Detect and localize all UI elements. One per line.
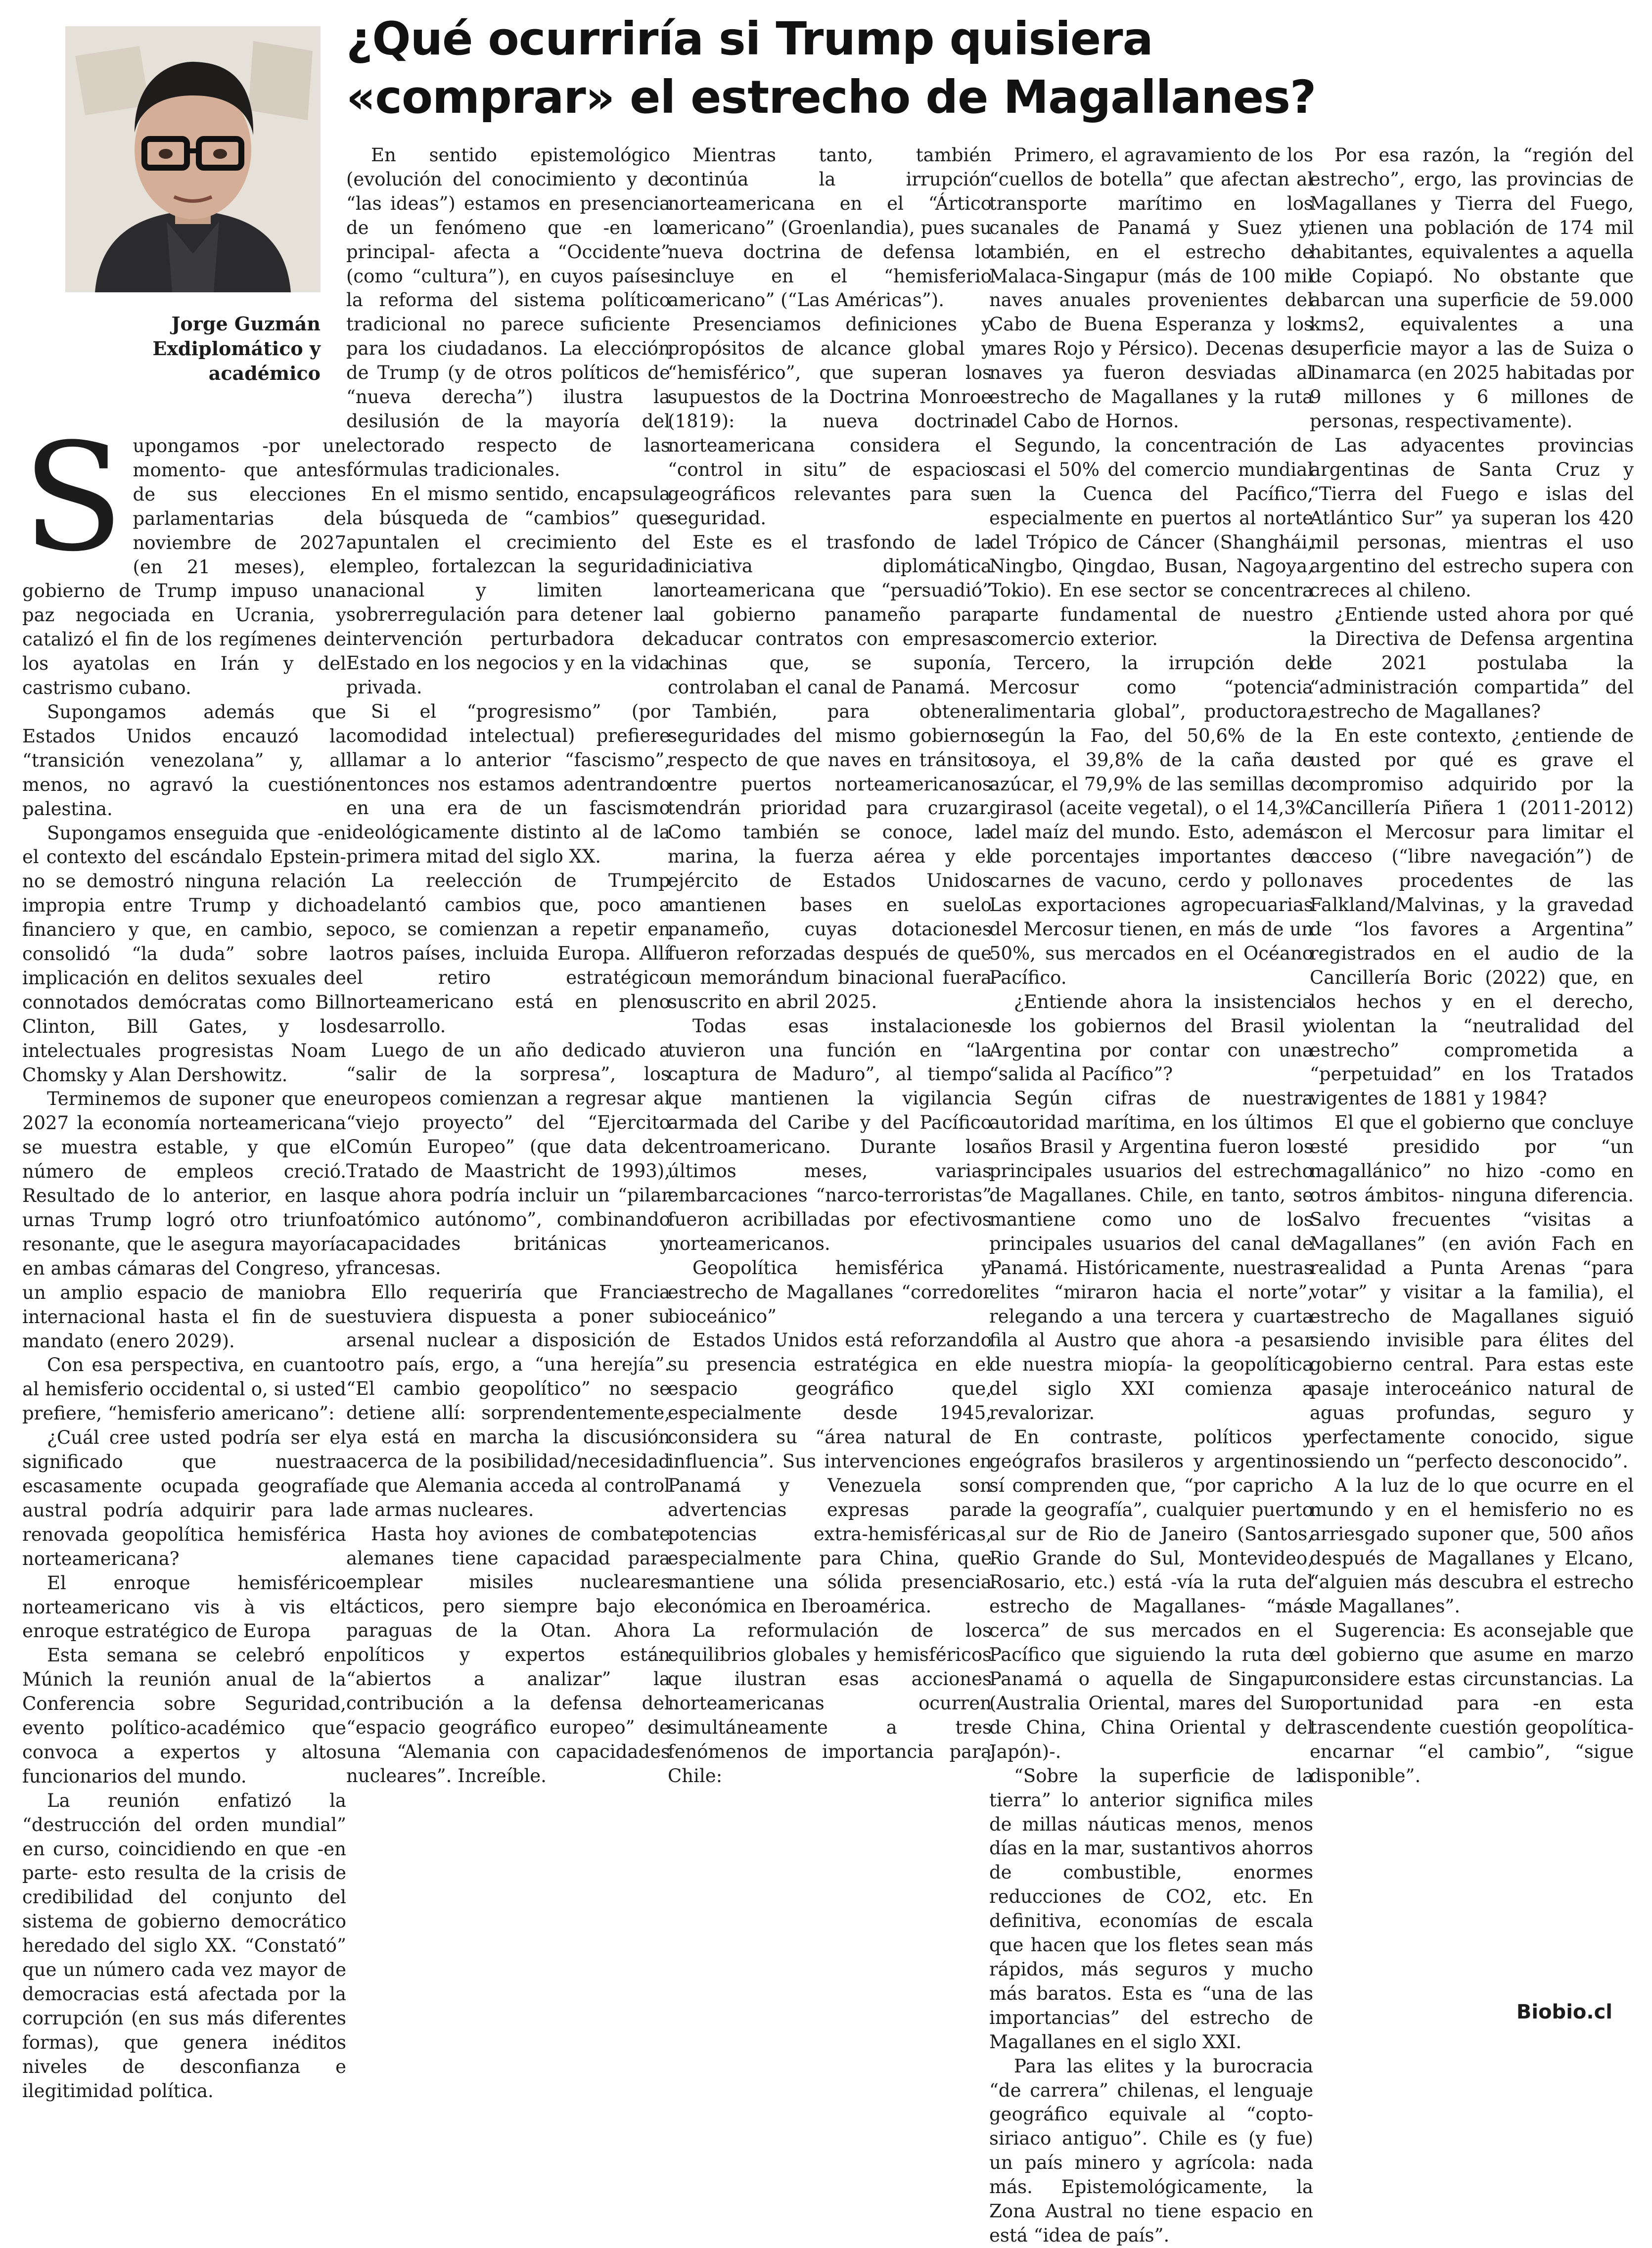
author-byline [65, 312, 321, 386]
paragraph-6: ¿Cuál cree usted podría ser el significado que nuestra escasamente ocupada geografía austral podría adquirir para la renovada geopolítica hemisférica norteamericana? [22, 1427, 346, 1569]
paragraph-33: ¿Entiende usted ahora por qué la Directiva de Defensa argentina de 2021 postulaba la “administración compartida” del estrecho de Magallanes? [1310, 604, 1634, 722]
column-3 [668, 143, 992, 1789]
paragraph-36: A la luz de lo que ocurre en el mundo y en el hemisferio no es arriesgado suponer que, 500 años después de Magallanes y Elcano, “alguien más descubra el estrecho de Magallanes”. [1310, 1474, 1634, 1617]
paragraph-9: En sentido epistemológico (evolución del conocimiento y de “las ideas”) estamos en presencia de un fenómeno que -en lo principal- afecta a “Occidente” (como “cultura”), en cuyos países la reforma del sistema político tradicional no parece suficiente para los ciudadanos. La elección de Trump (y de otros políticos de “nueva derecha”) ilustra la desilusión de la mayoría del electorado respecto de las fórmulas tradicionales. [346, 144, 670, 480]
paragraph-3: Supongamos enseguida que -en el contexto del escándalo Epstein- no se demostró ninguna relación impropia entre Trump y dicho financiero y que, en cambio, se consolidó “la duda” sobre la implicación en delitos sexuales de connotados demócratas como Bill Clinton, Bill Gates, y los intelectuales progresistas Noam Chomsky y Alan Dershowitz. [22, 822, 346, 1086]
paragraph-20: Todas esas instalaciones tuvieron una función en “la captura de Maduro”, al tiempo que mantienen la vigilancia armada del Caribe y del Pacífico centroamericano. Durante los últimos meses, varias embarcaciones “narco-terroristas” fueron acribilladas por efectivos norteamericanos. [668, 1015, 992, 1254]
paragraph-26: ¿Entiende ahora la insistencia de los gobiernos del Brasil y Argentina por contar con una “salida al Pacífico”? [989, 991, 1313, 1085]
paragraph-35: El que el gobierno que concluye esté presidido por “un magallánico” no hizo -como en otros ámbitos- ninguna diferencia. Salvo frecuentes “visitas a Magallanes” (en avión Fach en realidad a Punta Arenas “para votar” y visitar a la familia), el estrecho de Magallanes siguió siendo invisible para élites del gobierno central. Para estas este pasaje interoceánico natural de aguas profundas, seguro y perfectamente conocido, sigue siendo un “perfecto desconocido”. [1310, 1112, 1634, 1472]
author-role: Exdiplomático y académico [152, 337, 321, 384]
paragraph-7: Esta semana se celebró en Múnich la reunión anual de la Conferencia sobre Seguridad, evento político-académico que convoca a expertos y altos funcionarios del mundo. [22, 1645, 346, 1787]
paragraph-13: Luego de un año dedicado a “salir de la sorpresa”, los europeos comienzan a regresar al “viejo proyecto” del “Ejercito Común Europeo” (que data del Tratado de Maastricht de 1993), que ahora podría incluir un “pilar atómico autónomo”, combinando capacidades británicas y francesas. [346, 1039, 670, 1279]
column-4 [989, 143, 1313, 2248]
paragraph-16: Mientras tanto, también continúa la irrupción norteamericana en el “Ártico americano” (Groenlandia), pues su nueva doctrina de defensa lo incluye en el “hemisferio americano” (“Las Américas”). [668, 144, 992, 311]
author-photo [65, 26, 321, 292]
paragraph-28: En contraste, políticos y geógrafos brasileros y argentinos sí comprenden que, “por capricho de la geografía”, cualquier puerto al sur de Rio de Janeiro (Santos, Rio Grande do Sul, Montevideo, Rosario, etc.) está -vía la ruta del estrecho de Magallanes- “más cerca” de sus mercados en el Pacífico que siguiendo la ruta de Panamá o aquella de Singapur (Australia Oriental, mares del Sur de China, China Oriental y del Japón)-. [989, 1426, 1313, 1762]
article-headline [346, 10, 1583, 127]
column-1 [22, 412, 346, 2104]
paragraph-24: Segundo, la concentración de casi el 50% del comercio mundial en la Cuenca del Pacífico, especialmente en puertos al norte del Trópico de Cáncer (Shanghái, Ningbo, Qingdao, Busan, Nagoya, Tokio). En ese sector se concentra parte fundamental de nuestro comercio exterior. [989, 434, 1313, 650]
drop-cap: S [22, 412, 124, 584]
paragraph-21: Estados Unidos está reforzando su presencia estratégica en el espacio geográfico que, especialmente desde 1945, considera su “área natural de influencia”. Sus intervenciones en Panamá y Venezuela son advertencias expresas para potencias extra-hemisféricas, especialmente para China, que mantiene una sólida presencia económica en Iberoamérica. [668, 1330, 992, 1617]
paragraph-23: Primero, el agravamiento de los “cuellos de botella” que afectan al transporte marítimo en los canales de Panamá y Suez y, también, en el estrecho de Malaca-Singapur (más de 100 mil naves anuales provenientes del Cabo de Buena Esperanza y los mares Rojo y Pérsico). Decenas de naves ya fueron desviadas al estrecho de Magallanes y la ruta del Cabo de Hornos. [989, 144, 1313, 432]
headline-line-1: ¿Qué ocurriría si Trump quisiera [346, 12, 1153, 65]
paragraph-27: Según cifras de nuestra autoridad marítima, en los últimos años Brasil y Argentina fueron los principales usuarios del estrecho de Magallanes. Chile, en tanto, se mantiene como uno de los principales usuarios del canal de Panamá. Históricamente, nuestras elites “miraron hacia el norte”, relegando a una tercera y cuarta fila al Austro que ahora -a pesar de nuestra miopía- la geopolítica del siglo XXI comienza a revalorizar. [989, 1088, 1313, 1424]
column-5 [1310, 143, 1634, 1789]
paragraph-37: Sugerencia: Es aconsejable que el gobierno que asume en marzo considere estas circunstancias. La oportunidad para -en esta trascendente cuestión geopolítica- encarnar “el cambio”, “sigue disponible”. [1310, 1620, 1634, 1787]
paragraph-8: La reunión enfatizó la “destrucción del orden mundial” en curso, coincidiendo en que -en parte- esto resulta de la crisis de credibilidad del conjunto del sistema de gobierno democrático heredado del siglo XX. “Constató” que un número cada vez mayor de democracias está afectada por la corrupción (en sus más diferentes formas), que genera inéditos niveles de desconfianza e ilegitimidad política. [22, 1789, 346, 2102]
paragraph-29: “Sobre la superficie de la tierra” lo anterior significa miles de millas náuticas menos, menos días en la mar, sustantivos ahorros de combustible, enormes reducciones de CO2, etc. En definitiva, economías de escala que hacen que los fletes sean más rápidos, más seguros y mucho más baratos. Esta es “una de las importancias” del estrecho de Magallanes en el siglo XXI. [989, 1765, 1313, 2053]
headline-line-2: «comprar» el estrecho de Magallanes? [346, 71, 1316, 124]
subheading-2: Geopolítica hemisférica y estrecho de Magallanes “corredor bioceánico” [668, 1257, 992, 1327]
paragraph-18: Este es el trasfondo de la iniciativa diplomática norteamericana que “persuadió” al gobierno panameño para caducar contratos con empresas chinas que, se suponía, controlaban el canal de Panamá. [668, 531, 992, 698]
paragraph-2: Supongamos además que Estados Unidos encauzó la “transición venezolana” y, al menos, no agravó la cuestión palestina. [22, 701, 346, 820]
paragraph-34: En este contexto, ¿entiende de usted por qué es grave el compromiso adquirido por la Cancillería Piñera 1 (2011-2012) con el Mercosur para limitar el acceso (“libre navegación”) de naves procedentes de las Falkland/Malvinas, y la gravedad de “los favores a Argentina” registrados en el audio de la Cancillería Boric (2022) que, en los hechos y en el derecho, violentan la “neutralidad del estrecho” comprometida a “perpetuidad” en los Tratados vigentes de 1881 y 1984? [1310, 725, 1634, 1109]
paragraph-5: Con esa perspectiva, en cuanto al hemisferio occidental o, si usted prefiere, “hemisferio americano”: [22, 1354, 346, 1424]
source-credit: Biobio.cl [1516, 2001, 1612, 2023]
author-portrait [65, 26, 321, 292]
subheading-1: El enroque hemisférico norteamericano vis à vis el enroque estratégico de Europa [22, 1572, 346, 1642]
paragraph-11: Si el “progresismo” (por comodidad intelectual) prefiere llamar a lo anterior “fascismo”, entonces nos estamos adentrando en una era de un fascismo ideológicamente distinto al de la primera mitad del siglo XX. [346, 700, 670, 868]
paragraph-32: Las adyacentes provincias argentinas de Santa Cruz y “Tierra del Fuego e islas del Atlántico Sur” ya superan los 420 mil personas, mientras el uso argentino del estrecho supera con creces al chileno. [1310, 434, 1634, 601]
paragraph-4: Terminemos de suponer que en 2027 la economía norteamericana se muestra estable, y que el número de empleos creció. Resultado de lo anterior, en las urnas Trump logró otro triunfo resonante, que le asegura mayoría en ambas cámaras del Congreso, y un amplio espacio de maniobra internacional hasta el fin de su mandato (enero 2029). [22, 1088, 346, 1352]
paragraph-22: La reformulación de los equilibrios globales y hemisféricos que ilustran esas acciones norteamericanas ocurren simultáneamente a tres fenómenos de importancia para Chile: [668, 1620, 992, 1787]
paragraph-12: La reelección de Trump adelantó cambios que, poco a poco, se comienzan a repetir en otros países, incluida Europa. Allí el retiro estratégico norteamericano está en pleno desarrollo. [346, 870, 670, 1037]
paragraph-15: Hasta hoy aviones de combate alemanes tiene capacidad para emplear misiles nucleares tácticos, pero siempre bajo el paraguas de la Otan. Ahora políticos y expertos están “abiertos a analizar” la contribución a la defensa del “espacio geográfico europeo” de una “Alemania con capacidades nucleares”. Increíble. [346, 1523, 670, 1787]
paragraph-17: Presenciamos definiciones y propósitos de alcance global y “hemisférico”, que superan los supuestos de la Doctrina Monroe (1819): la nueva doctrina norteamericana considera el “control in situ” de espacios geográficos relevantes para su seguridad. [668, 314, 992, 529]
paragraph-19: También, para obtener seguridades del mismo gobierno respecto de que naves en tránsito entre puertos norteamericanos tendrán prioridad para cruzar. Como también se conoce, la marina, la fuerza aérea y el ejército de Estados Unidos mantienen bases en suelo panameño, cuyas dotaciones fueron reforzadas después de que un memorándum binacional fuera suscrito en abril 2025. [668, 700, 992, 1012]
paragraph-30: Para las elites y la burocracia “de carrera” chilenas, el lenguaje geográfico equivale al “copto-siriaco antiguo”. Chile es (y fue) un país minero y agrícola: nada más. Epistemológicamente, la Zona Austral no tiene espacio en está “idea de país”. [989, 2055, 1313, 2246]
author-name: Jorge Guzmán [171, 313, 321, 335]
paragraph-10: En el mismo sentido, encapsula la búsqueda de “cambios” que apuntalen el crecimiento del empleo, fortalezcan la seguridad nacional y limiten la sobrerregulación para detener la intervención perturbadora del Estado en los negocios y en la vida privada. [346, 483, 670, 698]
lead-paragraph [22, 412, 346, 700]
paragraph-1: upongamos -por un momento- que antes de sus elecciones parlamentarias de noviembre de 2027 (en 21 meses), el gobierno de Trump impuso una paz negociada en Ucrania, y catalizó el fin de los regímenes de los ayatolas en Irán y del castrismo cubano. [22, 435, 346, 699]
paragraph-25: Tercero, la irrupción del Mercosur como “potencia alimentaria global”, productora, según la Fao, del 50,6% de la soya, el 39,8% de la caña de azúcar, el 79,9% de las semillas de girasol (aceite vegetal), o el 14,3% del maíz del mundo. Esto, además de porcentajes importantes de carnes de vacuno, cerdo y pollo. Las exportaciones agropecuarias del Mercosur tienen, en más de un 50%, sus mercados en el Océano Pacífico. [989, 652, 1313, 988]
paragraph-31: Por esa razón, la “región del estrecho”, ergo, las provincias de Magallanes y Tierra del Fuego, tienen una población de 174 mil habitantes, equivalentes a aquella de Copiapó. No obstante que abarcan una superficie de 59.000 kms2, equivalentes a una superficie mayor a las de Suiza o Dinamarca (en 2025 habitadas por 9 millones y 6 millones de personas, respectivamente). [1310, 144, 1634, 432]
column-2 [346, 143, 670, 1789]
paragraph-14: Ello requeriría que Francia estuviera dispuesta a poner su arsenal nuclear a disposición de otro país, ergo, a “una herejía”. “El cambio geopolítico” no se detiene allí: sorprendentemente, ya está en marcha la discusión acerca de la posibilidad/necesidad de que Alemania acceda al control de armas nucleares. [346, 1281, 670, 1520]
